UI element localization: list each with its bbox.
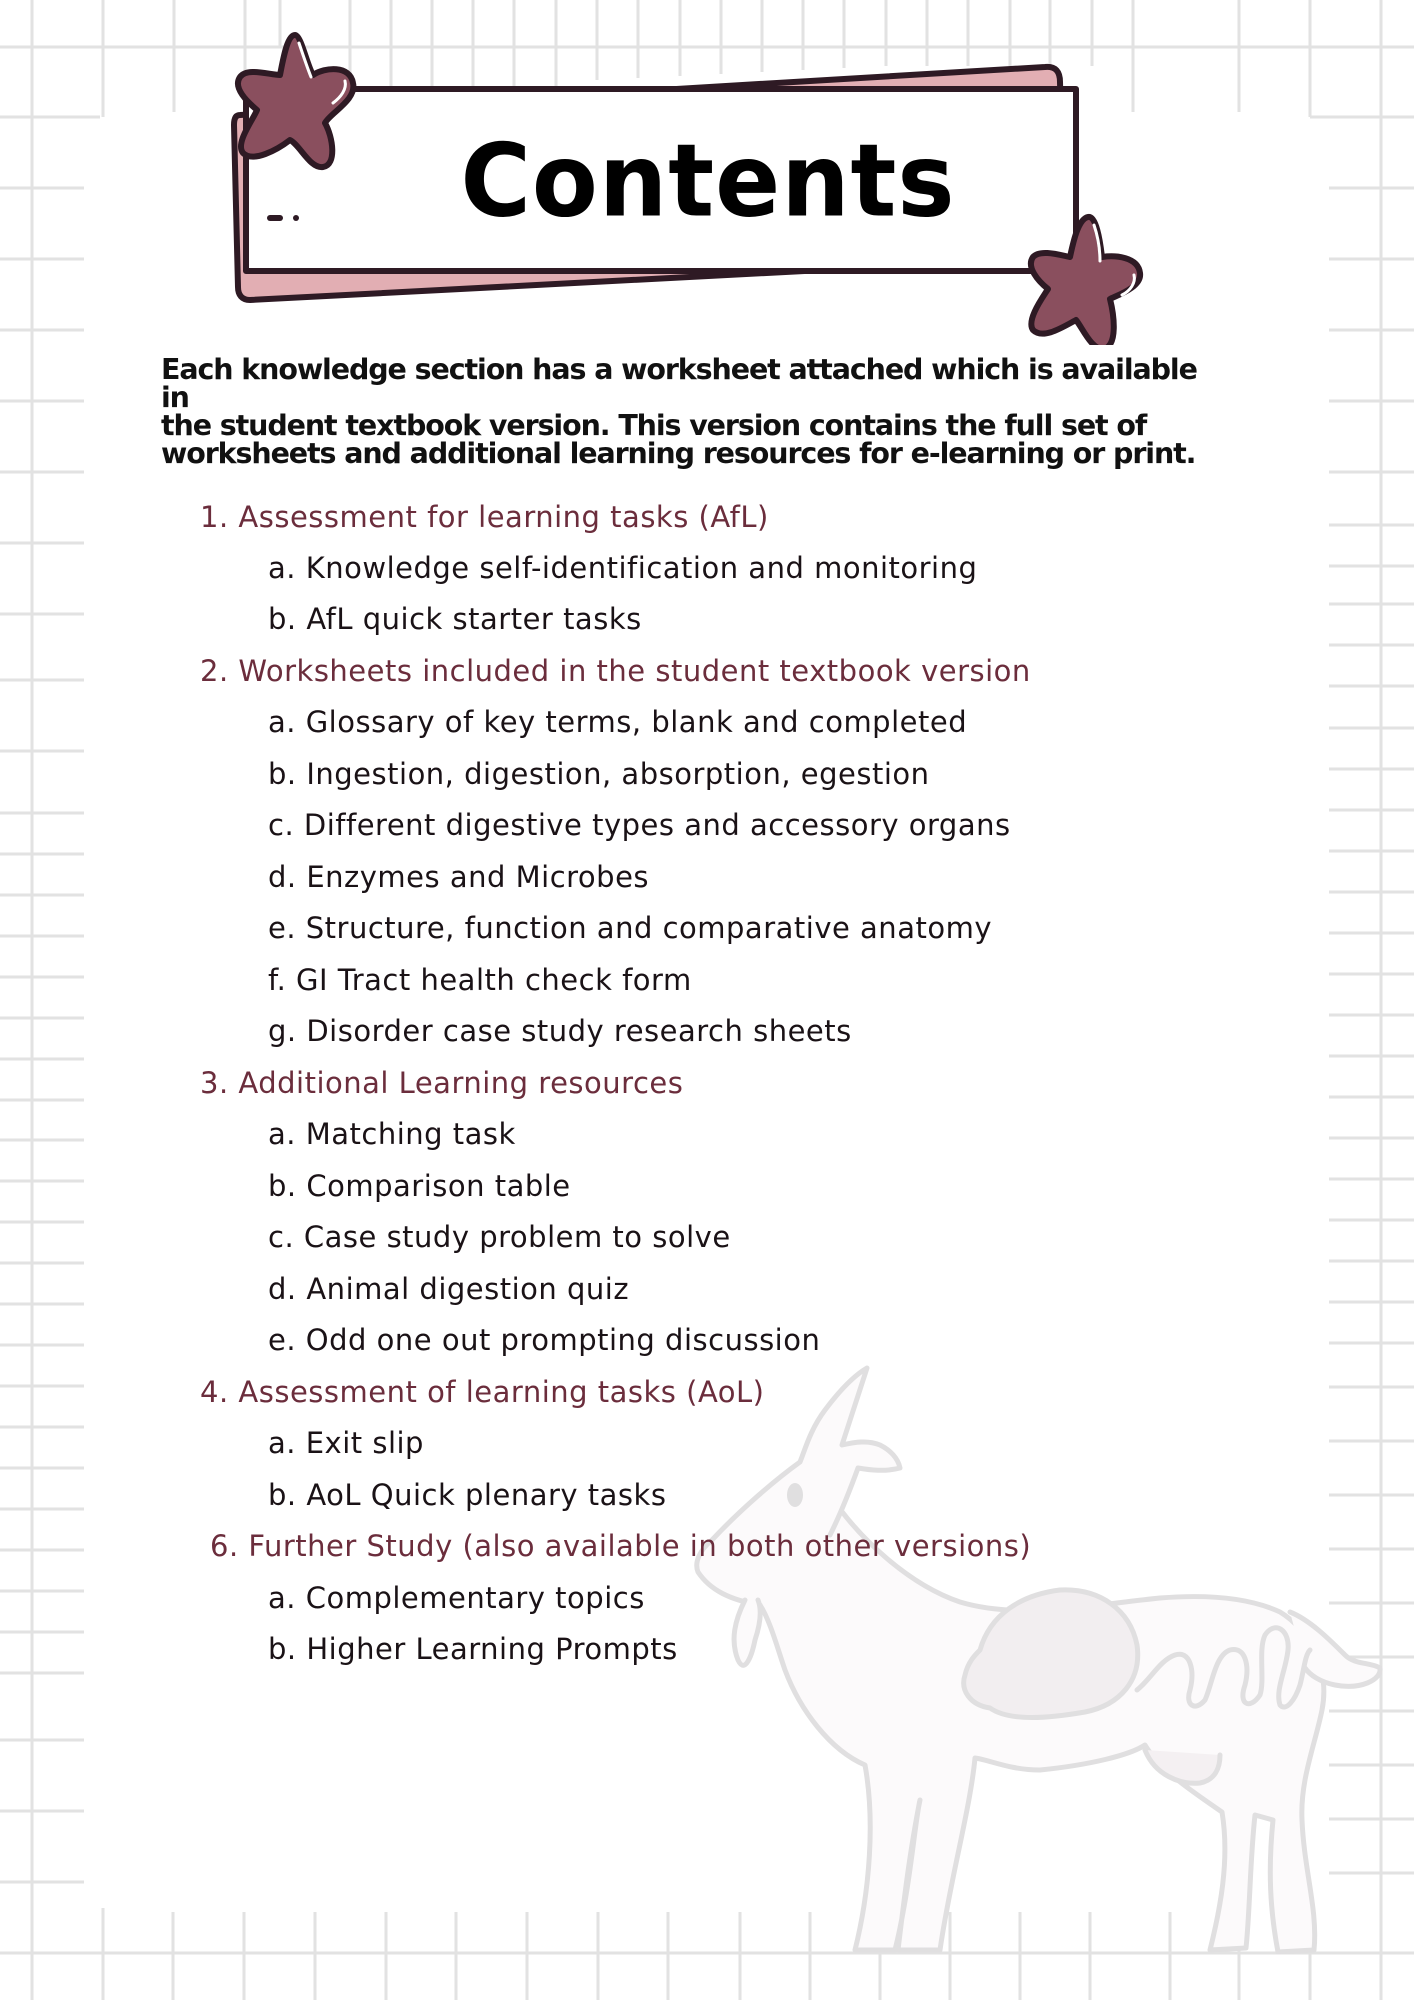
toc-item[interactable]: b. Ingestion, digestion, absorption, egestion <box>268 757 930 791</box>
toc-item[interactable]: b. AfL quick starter tasks <box>268 602 642 636</box>
toc-section-1[interactable]: 1. Assessment for learning tasks (AfL) <box>200 500 769 534</box>
toc-item[interactable]: b. AoL Quick plenary tasks <box>268 1478 667 1512</box>
goat-digestive-illustration <box>690 1350 1390 1990</box>
toc-section-2[interactable]: 2. Worksheets included in the student textbook version <box>200 654 1031 688</box>
toc-item[interactable]: a. Exit slip <box>268 1426 424 1460</box>
toc-item[interactable]: e. Structure, function and comparative anatomy <box>268 911 992 945</box>
title-banner <box>230 25 1190 345</box>
toc-item[interactable]: a. Knowledge self-identification and monitoring <box>268 551 978 585</box>
toc-item[interactable]: a. Glossary of key terms, blank and completed <box>268 705 968 739</box>
intro-paragraph <box>161 353 1221 470</box>
toc-item[interactable]: b. Comparison table <box>268 1169 571 1203</box>
toc-item[interactable]: g. Disorder case study research sheets <box>268 1014 852 1048</box>
toc-item[interactable]: a. Complementary topics <box>268 1581 645 1615</box>
toc-section-3[interactable]: 3. Additional Learning resources <box>200 1066 684 1100</box>
toc-section-4[interactable]: 4. Assessment of learning tasks (AoL) <box>200 1375 765 1409</box>
toc-item[interactable]: d. Enzymes and Microbes <box>268 860 650 894</box>
toc-item[interactable]: d. Animal digestion quiz <box>268 1272 630 1306</box>
intro-line: worksheets and additional learning resources for e-learning or print. <box>161 437 1196 470</box>
toc-item[interactable]: c. Different digestive types and accessory organs <box>268 808 1011 842</box>
intro-line: the student textbook version. This version contains the full set of <box>161 409 1147 442</box>
toc-item[interactable]: b. Higher Learning Prompts <box>268 1632 678 1666</box>
toc-item[interactable]: e. Odd one out prompting discussion <box>268 1323 821 1357</box>
toc-item[interactable]: c. Case study problem to solve <box>268 1220 731 1254</box>
page-title: Contents <box>460 122 956 240</box>
toc-section-6[interactable]: 6. Further Study (also available in both other versions) <box>210 1529 1032 1563</box>
intro-line: Each knowledge section has a worksheet attached which is available in <box>161 353 1197 414</box>
toc-item[interactable]: a. Matching task <box>268 1117 516 1151</box>
toc-item[interactable]: f. GI Tract health check form <box>268 963 692 997</box>
